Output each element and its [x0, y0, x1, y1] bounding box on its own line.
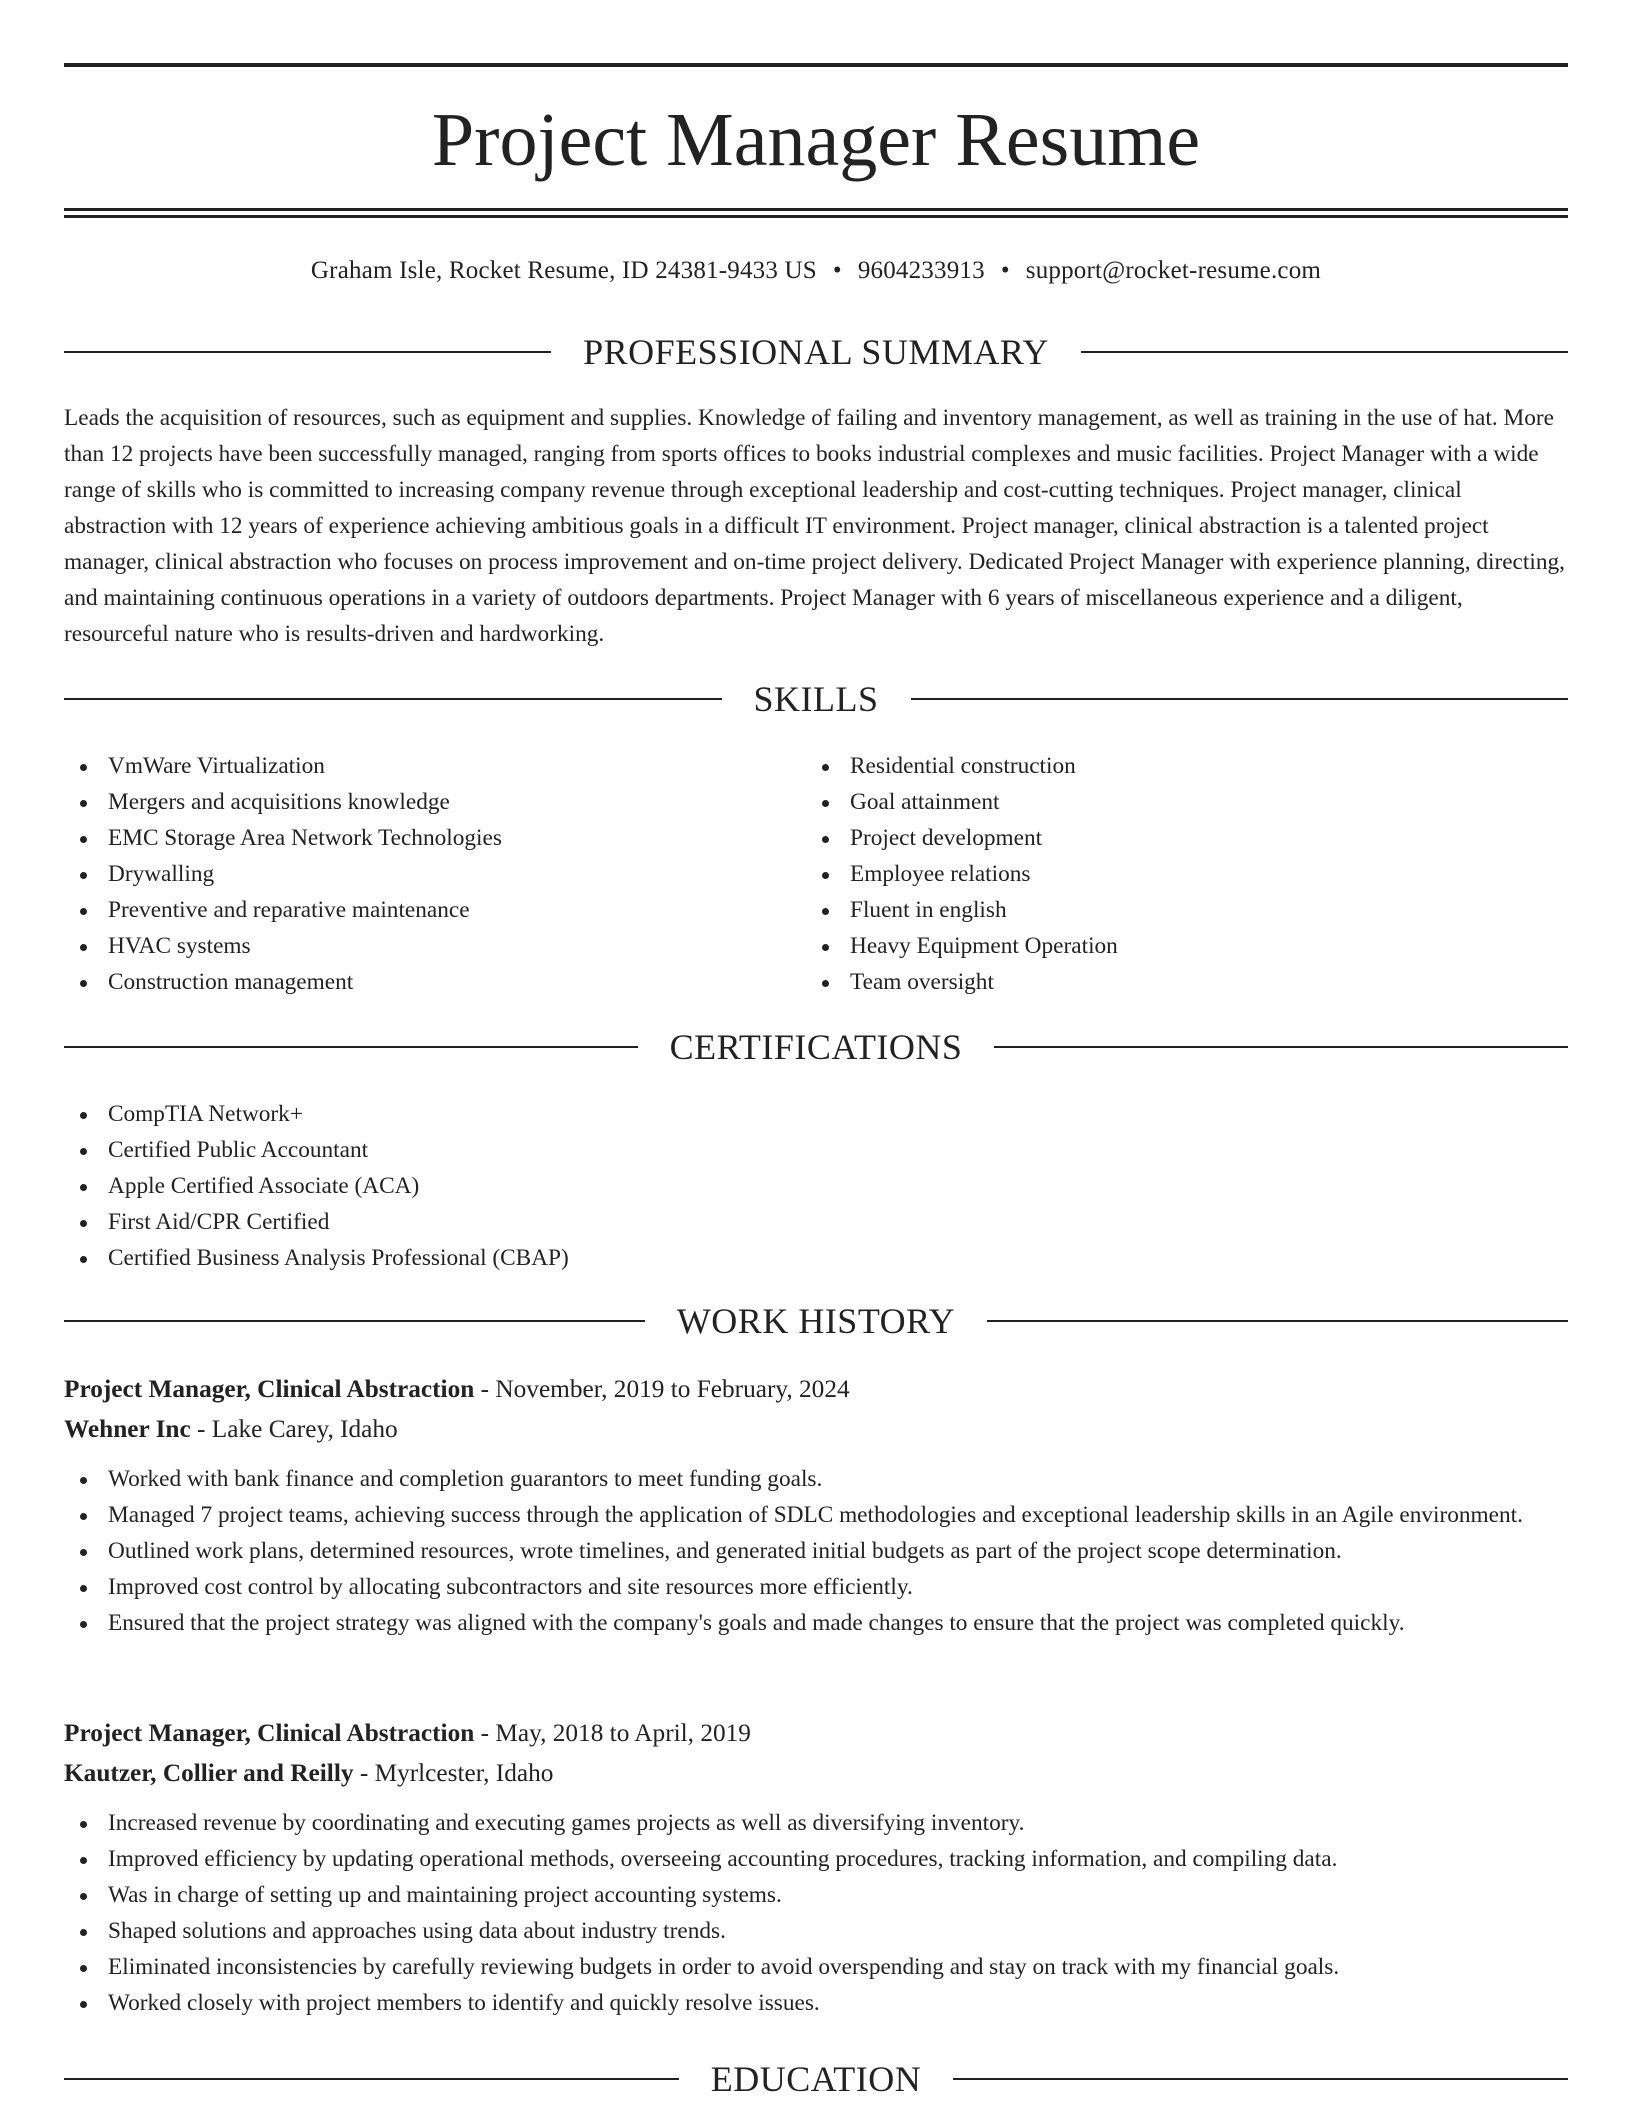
- section-title: EDUCATION: [710, 2059, 922, 2099]
- section-header-work-history: [64, 1297, 1568, 1345]
- skill-item: Residential construction: [806, 748, 1546, 784]
- skill-item: Mergers and acquisitions knowledge: [64, 784, 804, 820]
- job-bullet: Eliminated inconsistencies by carefully reviewing budgets in order to avoid overspending and stay on track with my financial goals.: [64, 1949, 1568, 1985]
- section-rule: [64, 2078, 679, 2080]
- skill-item: Employee relations: [806, 856, 1546, 892]
- section-rule: [994, 1046, 1568, 1048]
- certification-item: Apple Certified Associate (ACA): [64, 1168, 1568, 1204]
- job-bullet: Improved efficiency by updating operational methods, overseeing accounting procedures, tracking information, and compiling data.: [64, 1841, 1568, 1877]
- skill-item: Construction management: [64, 964, 804, 1000]
- section-title: PROFESSIONAL SUMMARY: [583, 332, 1049, 372]
- certification-item: Certified Business Analysis Professional (CBAP): [64, 1240, 1568, 1276]
- skill-item: Fluent in english: [806, 892, 1546, 928]
- section-rule: [1081, 351, 1568, 353]
- section-title: WORK HISTORY: [676, 1301, 956, 1341]
- job-bullets: [64, 1461, 1568, 1641]
- skill-item: Preventive and reparative maintenance: [64, 892, 804, 928]
- top-rule: [64, 63, 1568, 67]
- certification-item: First Aid/CPR Certified: [64, 1204, 1568, 1240]
- job-dates: - May, 2018 to April, 2019: [474, 1719, 751, 1747]
- section-rule: [64, 351, 551, 353]
- job-entry: [64, 1369, 1568, 1641]
- summary-text: Leads the acquisition of resources, such as equipment and supplies. Knowledge of failing and inventory management, as well as training in the use of hat. More than 12 projects have been successfully managed, ranging from sports offices to books industrial complexes and music facilities. Project Manager with a wide range of skills who is committed to increasing company revenue through exceptional leadership and cost-cutting techniques. Project manager, clinical abstraction with 12 years of experience achieving ambitious goals in a difficult IT environment. Project manager, clinical abstraction is a talented project manager, clinical abstraction who focuses on process improvement and on-time project delivery. Dedicated Project Manager with experience planning, directing, and maintaining continuous operations in a variety of outdoors departments. Project Manager with 6 years of miscellaneous experience and a diligent, resourceful nature who is results-driven and hardworking.: [64, 405, 1565, 647]
- job-bullet: Outlined work plans, determined resources, wrote timelines, and generated initial budgets as part of the project scope determination.: [64, 1533, 1568, 1569]
- skill-item: Drywalling: [64, 856, 804, 892]
- certifications-list: [64, 1096, 1568, 1276]
- job-company-line: [64, 1753, 1568, 1793]
- contact-phone: 9604233913: [857, 257, 985, 284]
- job-title: Project Manager, Clinical Abstraction: [64, 1375, 475, 1403]
- contact-email: support@rocket-resume.com: [1025, 257, 1322, 284]
- contact-separator: •: [832, 257, 842, 284]
- section-rule: [64, 698, 722, 700]
- job-location: - Myrlcester, Idaho: [353, 1759, 554, 1787]
- skill-item: EMC Storage Area Network Technologies: [64, 820, 804, 856]
- section-rule: [64, 1320, 645, 1322]
- job-bullet: Worked closely with project members to identify and quickly resolve issues.: [64, 1985, 1568, 2021]
- skill-item: Project development: [806, 820, 1546, 856]
- job-title: Project Manager, Clinical Abstraction: [64, 1719, 475, 1747]
- skill-item: VmWare Virtualization: [64, 748, 804, 784]
- job-company-line: [64, 1409, 1568, 1449]
- job-bullet: Was in charge of setting up and maintaining project accounting systems.: [64, 1877, 1568, 1913]
- job-dates: - November, 2019 to February, 2024: [474, 1375, 850, 1403]
- section-header-education: [64, 2055, 1568, 2103]
- section-title: SKILLS: [753, 679, 879, 719]
- contact-address: Graham Isle, Rocket Resume, ID 24381-9433 US: [310, 257, 817, 284]
- job-bullets: [64, 1805, 1568, 2021]
- contact-line: [64, 254, 1568, 288]
- skills-list-right: [806, 748, 1546, 1000]
- page-title: Project Manager Resume: [431, 98, 1201, 182]
- job-bullet: Ensured that the project strategy was aligned with the company's goals and made changes to ensure that the project was completed quickly.: [64, 1605, 1568, 1641]
- section-header-certifications: [64, 1023, 1568, 1071]
- job-bullet: Increased revenue by coordinating and executing games projects as well as diversifying inventory.: [64, 1805, 1568, 1841]
- job-bullet: Managed 7 project teams, achieving success through the application of SDLC methodologies and exceptional leadership skills in an Agile environment.: [64, 1497, 1568, 1533]
- job-bullet: Improved cost control by allocating subcontractors and site resources more efficiently.: [64, 1569, 1568, 1605]
- job-bullet: Shaped solutions and approaches using data about industry trends.: [64, 1913, 1568, 1949]
- skill-item: Goal attainment: [806, 784, 1546, 820]
- contact-separator: •: [1000, 257, 1010, 284]
- job-location: - Lake Carey, Idaho: [190, 1415, 398, 1443]
- section-rule: [987, 1320, 1568, 1322]
- section-rule: [911, 698, 1569, 700]
- job-bullet: Worked with bank finance and completion guarantors to meet funding goals.: [64, 1461, 1568, 1497]
- skill-item: Heavy Equipment Operation: [806, 928, 1546, 964]
- certification-item: Certified Public Accountant: [64, 1132, 1568, 1168]
- skill-item: HVAC systems: [64, 928, 804, 964]
- section-rule: [953, 2078, 1568, 2080]
- section-header-summary: [64, 328, 1568, 376]
- certification-item: CompTIA Network+: [64, 1096, 1568, 1132]
- job-title-line: [64, 1713, 1568, 1753]
- skill-item: Team oversight: [806, 964, 1546, 1000]
- section-title: CERTIFICATIONS: [669, 1027, 963, 1067]
- section-rule: [64, 1046, 638, 1048]
- job-title-line: [64, 1369, 1568, 1409]
- skills-list-left: [64, 748, 804, 1000]
- title-double-rule: [64, 208, 1568, 218]
- job-entry: [64, 1713, 1568, 2021]
- section-header-skills: [64, 675, 1568, 723]
- job-company: Wehner Inc: [64, 1415, 191, 1443]
- job-company: Kautzer, Collier and Reilly: [64, 1759, 354, 1787]
